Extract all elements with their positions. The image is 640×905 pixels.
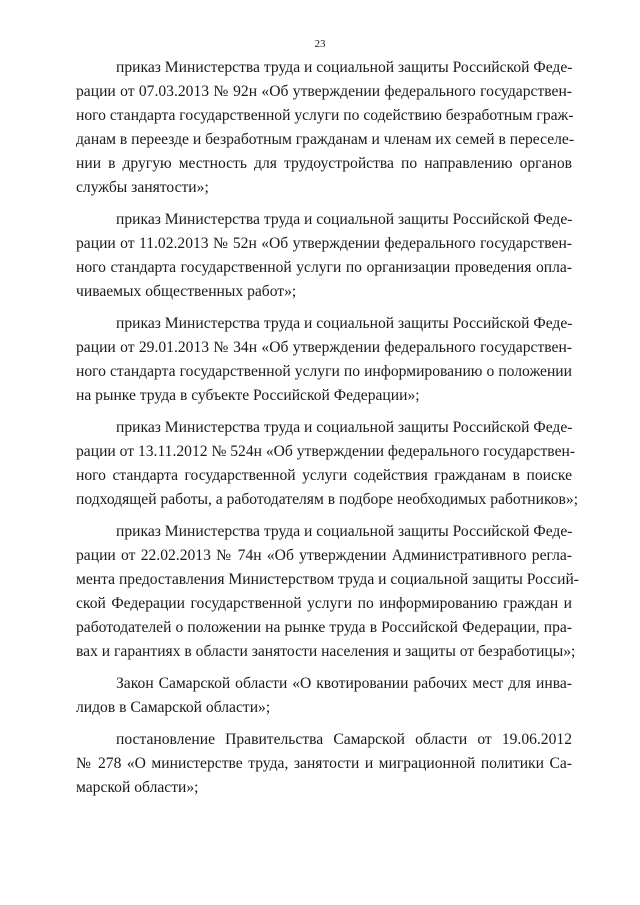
text-line: лидов в Самарской области»; bbox=[76, 699, 271, 716]
text-line: ного стандарта государственной услуги по организации проведения опла- bbox=[76, 259, 572, 276]
text-line: марской области»; bbox=[76, 779, 199, 796]
text-line: работодателей о положении на рынке труда в Российской Федерации, пра- bbox=[76, 619, 572, 636]
text-line: чиваемых общественных работ»; bbox=[76, 283, 297, 300]
text-line: ской Федерации государственной услуги по информированию граждан и bbox=[76, 595, 572, 612]
page-number: 23 bbox=[314, 38, 326, 50]
paragraph-order-74n bbox=[76, 520, 579, 664]
text-line: приказ Министерства труда и социальной защиты Российской Феде- bbox=[116, 315, 573, 332]
text-line: приказ Министерства труда и социальной защиты Российской Феде- bbox=[116, 211, 573, 228]
paragraph-samara-quota-law bbox=[76, 672, 572, 720]
text-line: ного стандарта государственной услуги по содействию безработным граж- bbox=[76, 107, 574, 124]
text-line: приказ Министерства труда и социальной защиты Российской Феде- bbox=[116, 419, 573, 436]
text-line: приказ Министерства труда и социальной защиты Российской Феде- bbox=[116, 59, 573, 76]
text-line: ного стандарта государственной услуги по информированию о положении bbox=[76, 363, 572, 380]
text-line: постановление Правительства Самарской области от 19.06.2012 bbox=[116, 731, 572, 748]
text-line: рации от 29.01.2013 № 34н «Об утверждении федерального государствен- bbox=[76, 339, 572, 356]
text-line: вах и гарантиях в области занятости населения и защиты от безработицы»; bbox=[76, 643, 576, 660]
text-line: подходящей работы, а работодателям в подборе необходимых работников»; bbox=[76, 491, 579, 508]
text-line: № 278 «О министерстве труда, занятости и миграционной политики Са- bbox=[76, 755, 572, 772]
text-line: рации от 13.11.2012 № 524н «Об утверждении федерального государствен- bbox=[76, 443, 576, 460]
text-line: ного стандарта государственной услуги содействия гражданам в поиске bbox=[76, 467, 572, 484]
text-line: рации от 11.02.2013 № 52н «Об утверждении федерального государствен- bbox=[76, 235, 572, 252]
text-line: рации от 22.02.2013 № 74н «Об утверждении Административного регла- bbox=[76, 547, 572, 564]
text-line: данам в переезде и безработным гражданам и членам их семей в переселе- bbox=[76, 131, 575, 148]
paragraph-order-34n bbox=[76, 312, 572, 408]
text-line: приказ Министерства труда и социальной защиты Российской Феде- bbox=[116, 523, 573, 540]
text-line: Закон Самарской области «О квотировании рабочих мест для инва- bbox=[116, 675, 572, 692]
text-line: службы занятости»; bbox=[76, 179, 209, 196]
document-body bbox=[76, 56, 579, 808]
paragraph-order-92n bbox=[76, 56, 575, 200]
paragraph-order-524n bbox=[76, 416, 579, 512]
text-line: на рынке труда в субъекте Российской Федерации»; bbox=[76, 387, 420, 404]
text-line: рации от 07.03.2013 № 92н «Об утверждении федерального государствен- bbox=[76, 83, 572, 100]
paragraph-samara-resolution-278 bbox=[76, 728, 572, 800]
text-line: мента предоставления Министерством труда и социальной защиты Россий- bbox=[76, 571, 579, 588]
paragraph-order-52n bbox=[76, 208, 572, 304]
text-line: нии в другую местность для трудоустройства по направлению органов bbox=[76, 155, 572, 172]
